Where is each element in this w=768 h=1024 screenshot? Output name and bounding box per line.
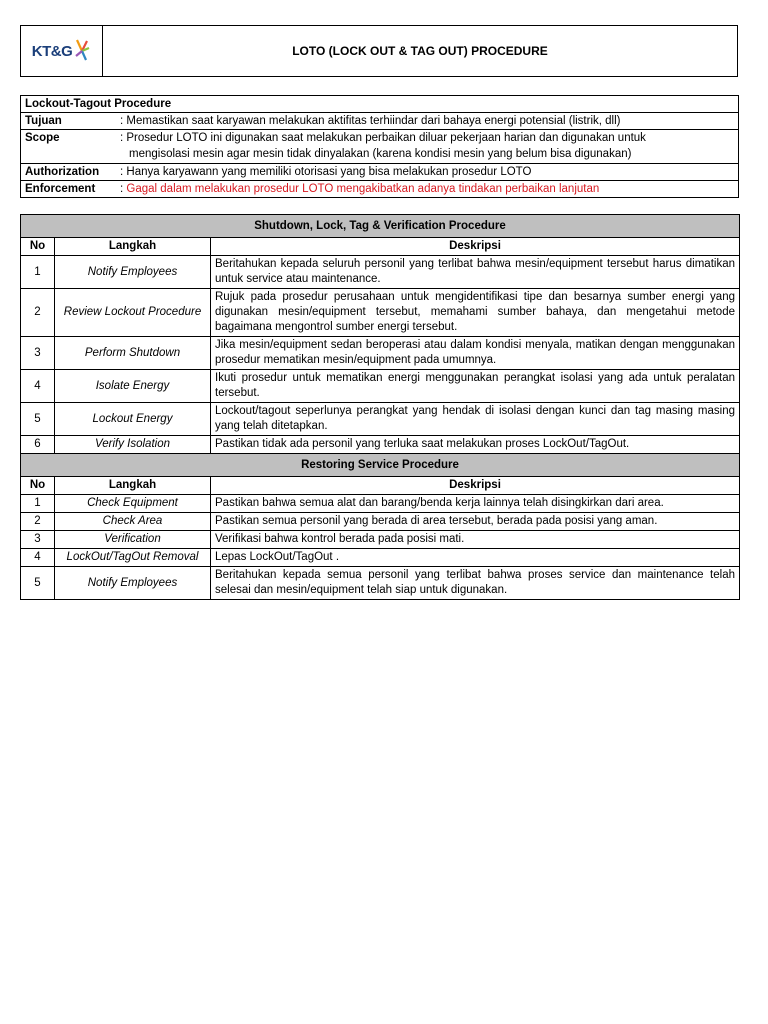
step-name: Review Lockout Procedure — [55, 289, 211, 337]
info-row-tujuan — [25, 113, 734, 129]
step-number: 2 — [21, 513, 55, 531]
column-header-no: No — [21, 238, 55, 256]
step-name: Check Area — [55, 513, 211, 531]
table-row — [21, 531, 740, 549]
column-header-desc: Deskripsi — [211, 238, 740, 256]
step-number: 5 — [21, 403, 55, 436]
step-description: Pastikan semua personil yang berada di area tersebut, berada pada posisi yang aman. — [211, 513, 740, 531]
step-description: Pastikan bahwa semua alat dan barang/benda kerja lainnya telah disingkirkan dari area. — [211, 495, 740, 513]
step-number: 3 — [21, 531, 55, 549]
info-key: Enforcement — [25, 183, 96, 195]
step-description: Lepas LockOut/TagOut . — [211, 549, 740, 567]
table-row — [21, 436, 740, 454]
table-row — [21, 513, 740, 531]
step-name: Check Equipment — [55, 495, 211, 513]
sparkle-logo-icon — [73, 38, 91, 64]
document-header — [20, 25, 738, 77]
info-value: : Prosedur LOTO ini digunakan saat melakukan perbaikan diluar pekerjaan harian dan digunakan untuk — [120, 132, 646, 144]
info-key: Scope — [25, 132, 60, 144]
column-header-no: No — [21, 477, 55, 495]
shutdown-section-title: Shutdown, Lock, Tag & Verification Procedure — [21, 215, 740, 238]
step-number: 1 — [21, 256, 55, 289]
table-row — [21, 370, 740, 403]
column-header-desc: Deskripsi — [211, 477, 740, 495]
info-value: : Hanya karyawann yang memiliki otorisasi yang bisa melakukan prosedur LOTO — [120, 166, 532, 178]
procedure-table — [20, 214, 740, 600]
column-header-step: Langkah — [55, 477, 211, 495]
enforcement-warning: Gagal dalam melakukan prosedur LOTO mengakibatkan adanya tindakan perbaikan lanjutan — [126, 183, 600, 195]
step-description: Rujuk pada prosedur perusahaan untuk mengidentifikasi tipe dan besarnya sumber energi yang digunakan mesin/equipment tersebut, memahami sumber bahaya, dan mengetahui metode bagaimana mengontrol sumber energi tersebut. — [211, 289, 740, 337]
step-description: Pastikan tidak ada personil yang terluka saat melakukan proses LockOut/TagOut. — [211, 436, 740, 454]
step-number: 5 — [21, 567, 55, 600]
document-title: LOTO (LOCK OUT & TAG OUT) PROCEDURE — [292, 44, 548, 58]
table-row — [21, 403, 740, 436]
info-table — [20, 95, 739, 198]
step-description: Verifikasi bahwa kontrol berada pada posisi mati. — [211, 531, 740, 549]
step-description: Ikuti prosedur untuk mematikan energi menggunakan perangkat isolasi yang ada untuk peralatan tersebut. — [211, 370, 740, 403]
info-key — [25, 146, 129, 162]
step-name: Verify Isolation — [55, 436, 211, 454]
step-name: Notify Employees — [55, 567, 211, 600]
info-row-scope — [25, 130, 734, 146]
step-description: Lockout/tagout seperlunya perangkat yang hendak di isolasi dengan kunci dan tag masing masing yang telah ditetapkan. — [211, 403, 740, 436]
table-row — [21, 256, 740, 289]
info-key: Authorization — [25, 166, 100, 178]
info-value — [120, 181, 734, 197]
table-row — [21, 549, 740, 567]
info-value: : Memastikan saat karyawan melakukan aktifitas terhiindar dari bahaya energi potensial (listrik, dll) — [120, 115, 621, 127]
step-name: Perform Shutdown — [55, 337, 211, 370]
step-number: 4 — [21, 370, 55, 403]
table-row — [21, 567, 740, 600]
step-name: Isolate Energy — [55, 370, 211, 403]
logo-text: KT&G — [31, 42, 73, 60]
step-number: 3 — [21, 337, 55, 370]
info-colon: : — [120, 183, 127, 195]
table-row — [21, 495, 740, 513]
step-name: LockOut/TagOut Removal — [55, 549, 211, 567]
info-row-scope-cont — [25, 146, 734, 162]
info-row-enforcement — [25, 181, 734, 197]
table-row — [21, 337, 740, 370]
column-header-step: Langkah — [55, 238, 211, 256]
step-name: Lockout Energy — [55, 403, 211, 436]
info-row-authorization — [25, 164, 734, 180]
step-number: 2 — [21, 289, 55, 337]
step-number: 1 — [21, 495, 55, 513]
step-description: Beritahukan kepada seluruh personil yang terlibat bahwa mesin/equipment tersebut harus dimatikan untuk service atau maintenance. — [211, 256, 740, 289]
info-value: mengisolasi mesin agar mesin tidak dinyalakan (karena kondisi mesin yang belum bisa digunakan) — [129, 148, 632, 160]
step-description: Beritahukan kepada semua personil yang terlibat bahwa proses service dan maintenance telah selesai dan mesin/equipment telah siap untuk digunakan. — [211, 567, 740, 600]
company-logo — [21, 26, 103, 76]
info-key: Tujuan — [25, 115, 62, 127]
step-name: Verification — [55, 531, 211, 549]
restoring-section-title: Restoring Service Procedure — [21, 454, 740, 477]
info-heading: Lockout-Tagout Procedure — [21, 96, 739, 113]
step-number: 6 — [21, 436, 55, 454]
step-name: Notify Employees — [55, 256, 211, 289]
table-row — [21, 289, 740, 337]
step-number: 4 — [21, 549, 55, 567]
step-description: Jika mesin/equipment sedan beroperasi atau dalam kondisi menyala, matikan dengan menggunakan prosedur mematikan mesin/equipment pada umumnya. — [211, 337, 740, 370]
